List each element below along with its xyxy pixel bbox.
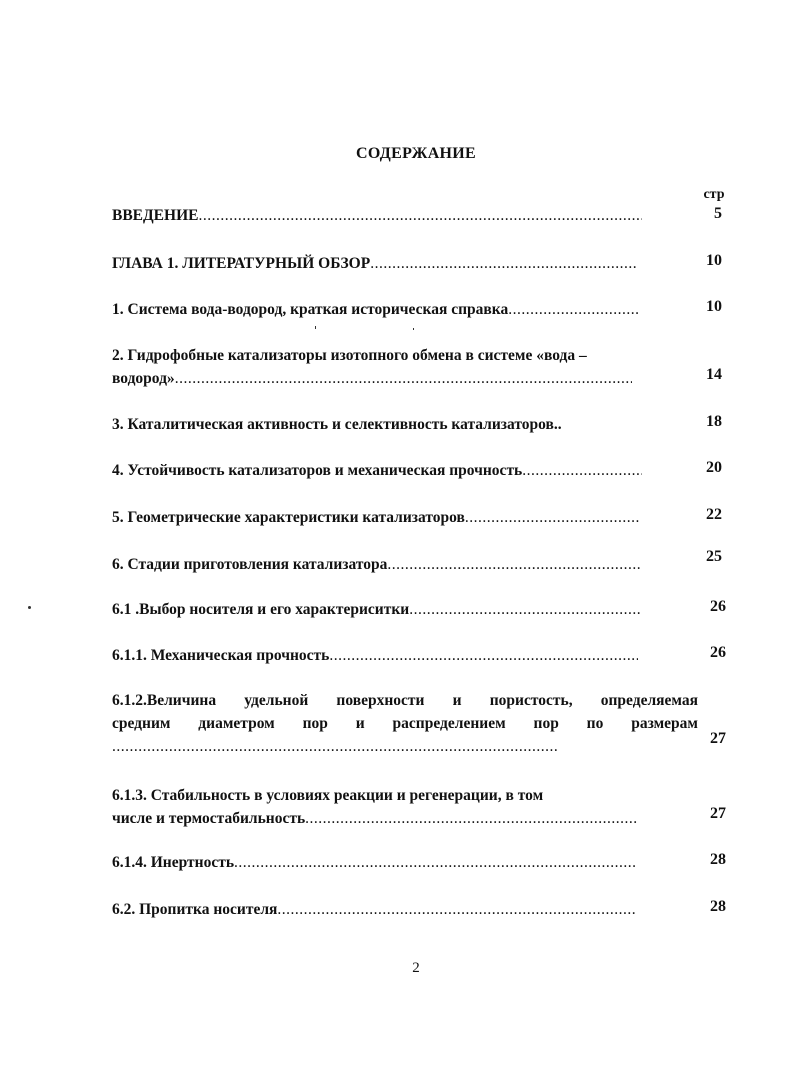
- toc-entry-page: 18: [706, 413, 722, 430]
- toc-entry-text: 5. Геометрические характеристики катализаторов: [112, 509, 465, 526]
- toc-entry-text-line2: числе и термостабильность: [112, 810, 306, 827]
- toc-entry-section-6-1-4[interactable]: [112, 851, 636, 874]
- toc-entry-page: 28: [710, 898, 726, 915]
- toc-entry-section-1[interactable]: [112, 298, 640, 321]
- toc-entry-page: 26: [710, 644, 726, 661]
- toc-entry-page: 10: [706, 298, 722, 315]
- toc-entry-text: ГЛАВА 1. ЛИТЕРАТУРНЫЙ ОБЗОР: [112, 255, 371, 272]
- toc-entry-text: 6. Стадии приготовления катализатора: [112, 556, 388, 573]
- toc-entry-text: 4. Устойчивость катализаторов и механическая прочность: [112, 462, 523, 479]
- page-number: 2: [412, 960, 420, 976]
- toc-entry-text: 3. Каталитическая активность и селективность катализаторов..: [112, 416, 562, 433]
- toc-entry-introduction[interactable]: [112, 204, 642, 227]
- toc-entry-chapter-1[interactable]: [112, 252, 638, 275]
- toc-entry-section-2[interactable]: [112, 344, 632, 390]
- toc-entry-text-line1: 2. Гидрофобные катализаторы изотопного обмена в системе «вода –: [112, 347, 587, 364]
- scan-speck: [413, 328, 414, 330]
- toc-entry-section-4[interactable]: [112, 459, 642, 482]
- page-column-label: стр: [703, 187, 725, 202]
- toc-entry-section-3[interactable]: [112, 413, 652, 436]
- toc-entry-section-6-1-1[interactable]: [112, 644, 638, 667]
- toc-entry-text-line2: средним диаметром пор и распределением пор по размерам: [112, 715, 698, 732]
- toc-entry-text-line1: 6.1.3. Стабильность в условиях реакции и регенерации, в том: [112, 787, 544, 804]
- toc-entry-page: 27: [710, 805, 726, 822]
- toc-entry-section-6-1-2[interactable]: [112, 689, 698, 758]
- toc-entry-text-line1: 6.1.2.Величина удельной поверхности и пористость, определяемая: [112, 692, 698, 709]
- scan-speck: [315, 326, 316, 329]
- toc-entry-page: 28: [710, 851, 726, 868]
- toc-entry-section-6-1[interactable]: [112, 598, 642, 621]
- scan-speck: [28, 606, 31, 609]
- toc-entry-text: 1. Система вода-водород, краткая историческая справка: [112, 301, 509, 318]
- toc-entry-section-6[interactable]: [112, 553, 640, 576]
- toc-entry-page: 20: [706, 459, 722, 476]
- toc-entry-text: 6.1 .Выбор носителя и его характериситки: [112, 601, 410, 618]
- toc-entry-section-6-1-3[interactable]: [112, 784, 638, 830]
- toc-entry-text: 6.1.1. Механическая прочность: [112, 647, 330, 664]
- toc-entry-page: 5: [714, 205, 722, 222]
- toc-entry-section-6-2[interactable]: [112, 898, 636, 921]
- toc-entry-text: 6.1.4. Инертность: [112, 854, 235, 871]
- toc-entry-text: 6.2. Пропитка носителя: [112, 901, 278, 918]
- page-title: СОДЕРЖАНИЕ: [355, 145, 477, 162]
- toc-entry-text: ВВЕДЕНИЕ: [112, 207, 199, 224]
- toc-entry-page: 14: [706, 366, 722, 383]
- toc-entry-page: 22: [706, 506, 722, 523]
- toc-entry-section-5[interactable]: [112, 506, 640, 529]
- toc-entry-page: 10: [706, 252, 722, 269]
- toc-entry-page: 25: [706, 548, 722, 565]
- toc-entry-page: 27: [710, 730, 726, 747]
- toc-entry-text-line2: водород»: [112, 370, 175, 387]
- toc-entry-page: 26: [710, 598, 726, 615]
